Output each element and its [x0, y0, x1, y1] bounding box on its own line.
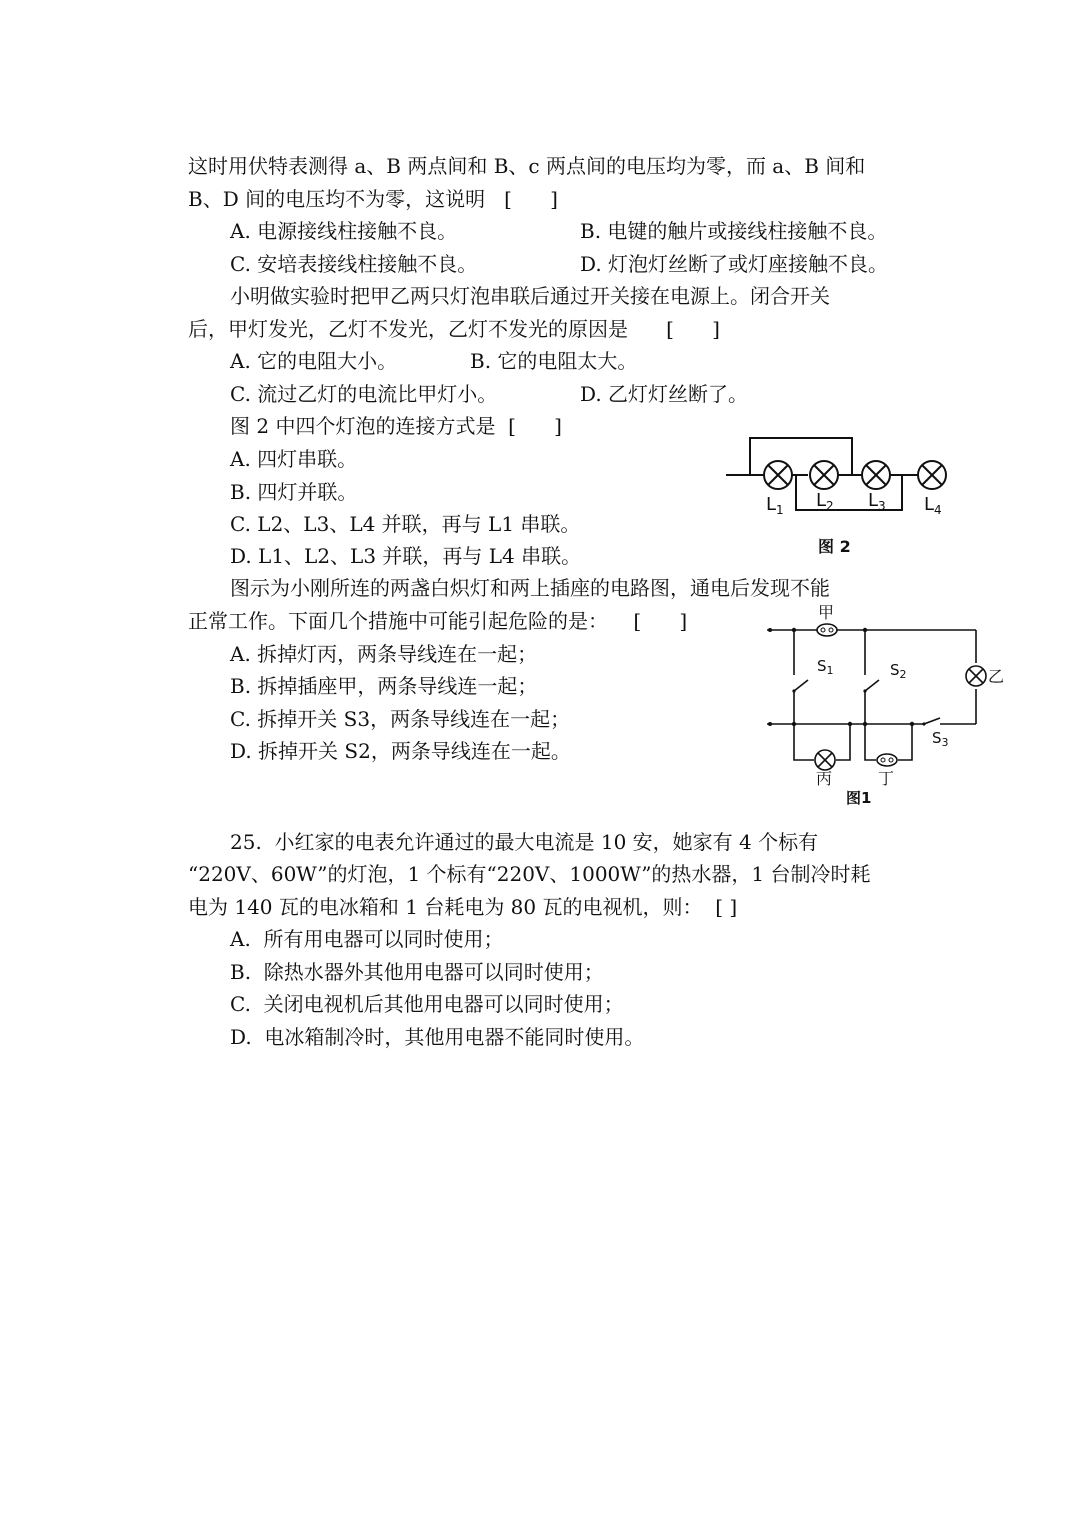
label-yi: 乙: [988, 667, 1005, 686]
q3-option-b: B. 四灯并联。: [230, 480, 358, 504]
figure-2-circuit: [720, 430, 960, 565]
q2-option-c: C. 流过乙灯的电流比甲灯小。: [230, 382, 498, 406]
q2-option-b: B. 它的电阻太大。: [470, 349, 638, 373]
lamp-l4-label: $L_4$: [924, 494, 942, 517]
q3-stem: 图 2 中四个灯泡的连接方式是 [ ]: [230, 414, 562, 438]
q2-option-a: A. 它的电阻大小。: [230, 349, 398, 373]
q3-option-d: D. L1、L2、L3 并联，再与 L4 串联。: [230, 544, 582, 568]
q2-stem-line-1: 小明做实验时把甲乙两只灯泡串联后通过开关接在电源上。闭合开关: [230, 284, 830, 308]
q1-option-d: D. 灯泡灯丝断了或灯座接触不良。: [580, 252, 889, 276]
q5-option-d: D. 电冰箱制冷时，其他用电器不能同时使用。: [230, 1025, 645, 1049]
q1-option-a: A. 电源接线柱接触不良。: [230, 219, 458, 243]
q4-stem-line-2: 正常工作。下面几个措施中可能引起危险的是： [ ]: [188, 609, 688, 633]
figure-1-caption: 图1: [846, 789, 872, 807]
q1-option-c: C. 安培表接线柱接触不良。: [230, 252, 478, 276]
lamp-l2-icon: [810, 461, 838, 489]
q5-option-b: B. 除热水器外其他用电器可以同时使用；: [230, 960, 604, 984]
label-bing: 丙: [816, 769, 833, 788]
lamp-yi-icon: [966, 666, 986, 686]
socket-ding-icon: [877, 754, 897, 766]
lamp-l1-icon: [764, 461, 792, 489]
q5-stem-line-1: 25. 小红家的电表允许通过的最大电流是 10 安，她家有 4 个标有: [230, 830, 819, 854]
q4-stem-line-1: 图示为小刚所连的两盏白炽灯和两上插座的电路图，通电后发现不能: [230, 576, 830, 600]
q4-option-c: C. 拆掉开关 S3，两条导线连在一起；: [230, 707, 571, 731]
lamp-l3-label: $L_3$: [868, 490, 886, 513]
lamp-l2-label: $L_2$: [816, 490, 834, 513]
lamp-l1-label: $L_1$: [766, 494, 784, 517]
q5-stem-line-3: 电为 140 瓦的电冰箱和 1 台耗电为 80 瓦的电视机，则： [ ]: [188, 895, 738, 919]
q2-stem-line-2: 后，甲灯发光，乙灯不发光，乙灯不发光的原因是 [ ]: [188, 317, 720, 341]
q4-option-a: A. 拆掉灯丙，两条导线连在一起；: [230, 642, 538, 666]
socket-jia-icon: [817, 624, 837, 636]
q3-option-a: A. 四灯串联。: [230, 447, 358, 471]
q5-option-c: C. 关闭电视机后其他用电器可以同时使用；: [230, 992, 624, 1016]
figure-2-caption: 图 2: [818, 537, 851, 556]
label-ding: 丁: [878, 769, 895, 788]
q5-stem-line-2: “220V、60W”的灯泡，1 个标有“220V、1000W”的热水器，1 台制冷时耗: [188, 862, 871, 886]
figure-1-circuit: [762, 600, 1017, 815]
q1-stem-line-2: B、D 间的电压均不为零，这说明 [ ]: [188, 187, 558, 211]
q4-option-b: B. 拆掉插座甲，两条导线连一起；: [230, 674, 538, 698]
q2-option-d: D. 乙灯灯丝断了。: [580, 382, 749, 406]
q1-stem-line-1: 这时用伏特表测得 a、B 两点间和 B、c 两点间的电压均为零，而 a、B 间和: [188, 154, 866, 178]
lamp-l4-icon: [918, 461, 946, 489]
lamp-bing-icon: [815, 750, 835, 770]
switch-s2-label: $S_2$: [890, 661, 907, 681]
q4-option-d: D. 拆掉开关 S2，两条导线连在一起。: [230, 739, 571, 763]
label-jia: 甲: [818, 603, 835, 622]
switch-s1-label: $S_1$: [817, 657, 834, 677]
q5-option-a: A. 所有用电器可以同时使用；: [230, 927, 504, 951]
switch-s3-label: $S_3$: [932, 729, 949, 749]
lamp-l3-icon: [862, 461, 890, 489]
q1-option-b: B. 电键的触片或接线柱接触不良。: [580, 219, 888, 243]
q3-option-c: C. L2、L3、L4 并联，再与 L1 串联。: [230, 512, 581, 536]
